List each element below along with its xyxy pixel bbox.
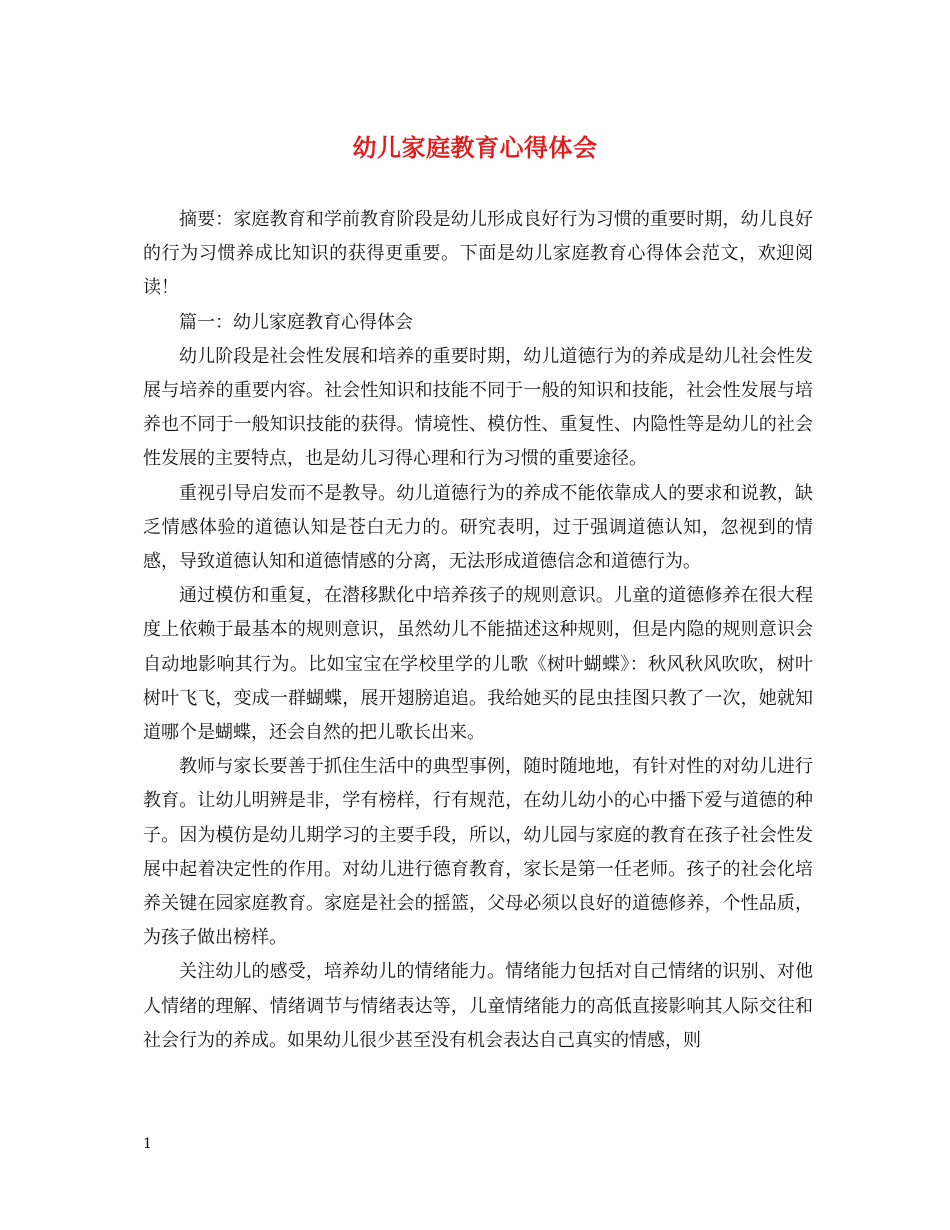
page-number: 1: [143, 1136, 152, 1152]
paragraph: 教师与家长要善于抓住生活中的典型事例，随时随地地，有针对性的对幼儿进行教育。让幼儿明辨是非，学有榜样，行有规范，在幼儿幼小的心中播下爱与道德的种子。因为模仿是幼儿期学习的主要手段，所以，幼儿园与家庭的教育在孩子社会性发展中起着决定性的作用。对幼儿进行德育教育，家长是第一任老师。孩子的社会化培养关键在园家庭教育。家庭是社会的摇篮，父母必须以良好的道德修养，个性品质，为孩子做出榜样。: [143, 756, 813, 949]
document-body: [143, 203, 813, 1058]
paragraph-section-heading: 篇一：幼儿家庭教育心得体会: [179, 311, 413, 333]
paragraph: 幼儿阶段是社会性发展和培养的重要时期，幼儿道德行为的养成是幼儿社会性发展与培养的重要内容。社会性知识和技能不同于一般的知识和技能，社会性发展与培养也不同于一般知识技能的获得。情境性、模仿性、重复性、内隐性等是幼儿的社会性发展的主要特点，也是幼儿习得心理和行为习惯的重要途径。: [143, 345, 813, 470]
paragraph: 重视引导启发而不是教导。幼儿道德行为的养成不能依靠成人的要求和说教，缺乏情感体验的道德认知是苍白无力的。研究表明，过于强调道德认知，忽视到的情感，导致道德认知和道德情感的分离，无法形成道德信念和道德行为。: [143, 482, 813, 573]
paragraph: 通过模仿和重复，在潜移默化中培养孩子的规则意识。儿童的道德修养在很大程度上依赖于最基本的规则意识，虽然幼儿不能描述这种规则，但是内隐的规则意识会自动地影响其行为。比如宝宝在学校里学的儿歌《树叶蝴蝶》：秋风秋风吹吹，树叶树叶飞飞，变成一群蝴蝶，展开翅膀追追。我给她买的昆虫挂图只教了一次，她就知道哪个是蝴蝶，还会自然的把儿歌长出来。: [143, 585, 813, 744]
document-title: 幼儿家庭教育心得体会: [352, 133, 598, 162]
paragraph: 关注幼儿的感受，培养幼儿的情绪能力。情绪能力包括对自己情绪的识别、对他人情绪的理解、情绪调节与情绪表达等，儿童情绪能力的高低直接影响其人际交往和社会行为的养成。如果幼儿很少甚至没有机会表达自己真实的情感，则: [143, 961, 813, 1051]
paragraph-abstract: 摘要：家庭教育和学前教育阶段是幼儿形成良好行为习惯的重要时期，幼儿良好的行为习惯养成比知识的获得更重要。下面是幼儿家庭教育心得体会范文，欢迎阅读！: [143, 209, 813, 299]
